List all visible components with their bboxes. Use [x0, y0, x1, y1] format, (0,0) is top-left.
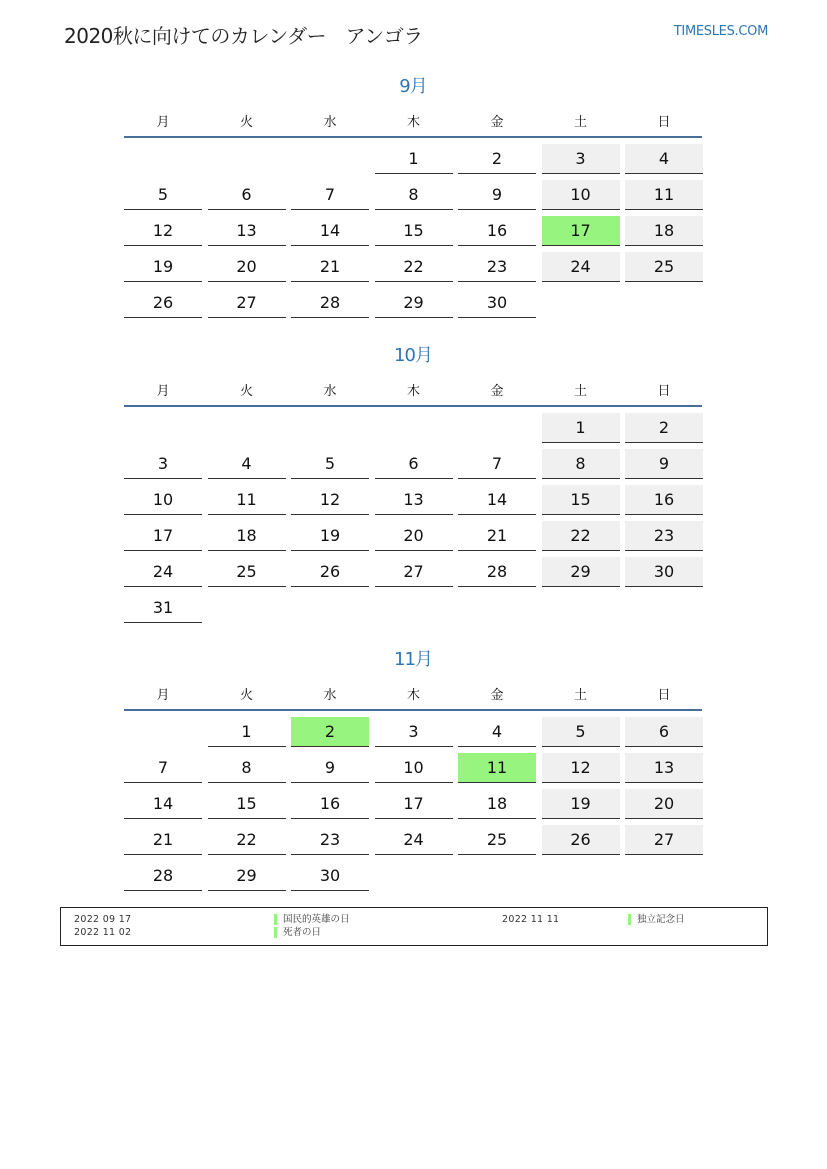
- day-cell: 11: [625, 180, 703, 210]
- weekday-header: 土: [573, 688, 587, 703]
- weekday-header: 水: [323, 115, 337, 130]
- day-cell: 24: [124, 557, 202, 587]
- day-cell: 1: [208, 717, 286, 747]
- weekday-header: 金: [490, 688, 504, 703]
- legend-holiday-name: 国民的英雄の日: [274, 914, 350, 925]
- holiday-day-cell: 2: [291, 717, 369, 747]
- weekday-header: 火: [239, 384, 253, 399]
- weekday-header: 土: [573, 115, 587, 130]
- legend-date: 2022 09 17: [74, 914, 132, 925]
- day-cell: 25: [208, 557, 286, 587]
- day-cell: 3: [124, 449, 202, 479]
- day-cell: 5: [291, 449, 369, 479]
- day-cell: 19: [291, 521, 369, 551]
- header-rule: [124, 136, 702, 138]
- day-cell: 8: [375, 180, 453, 210]
- weekday-header: 日: [657, 688, 671, 703]
- day-cell: 26: [124, 288, 202, 318]
- day-cell: 6: [375, 449, 453, 479]
- day-cell: 4: [458, 717, 536, 747]
- day-cell: 7: [458, 449, 536, 479]
- day-cell: 6: [208, 180, 286, 210]
- day-cell: 14: [124, 789, 202, 819]
- day-cell: 26: [542, 825, 620, 855]
- day-cell: 18: [208, 521, 286, 551]
- day-cell: 9: [291, 753, 369, 783]
- day-cell: 3: [542, 144, 620, 174]
- day-cell: 22: [542, 521, 620, 551]
- day-cell: 3: [375, 717, 453, 747]
- day-cell: 9: [458, 180, 536, 210]
- weekday-header: 水: [323, 688, 337, 703]
- day-cell: 2: [625, 413, 703, 443]
- holiday-legend: [60, 907, 768, 946]
- day-cell: 13: [625, 753, 703, 783]
- weekday-header: 月: [156, 384, 170, 399]
- day-cell: 5: [124, 180, 202, 210]
- day-cell: 15: [208, 789, 286, 819]
- day-cell: 30: [625, 557, 703, 587]
- day-cell: 10: [542, 180, 620, 210]
- header-rule: [124, 405, 702, 407]
- legend-date: 2022 11 11: [502, 914, 560, 925]
- weekday-header: 日: [657, 115, 671, 130]
- day-cell: 27: [625, 825, 703, 855]
- day-cell: 22: [375, 252, 453, 282]
- day-cell: 28: [458, 557, 536, 587]
- day-cell: 29: [375, 288, 453, 318]
- day-cell: 14: [291, 216, 369, 246]
- day-cell: 6: [625, 717, 703, 747]
- day-cell: 20: [208, 252, 286, 282]
- day-cell: 23: [291, 825, 369, 855]
- holiday-day-cell: 11: [458, 753, 536, 783]
- day-cell: 12: [542, 753, 620, 783]
- month-title: 10月: [394, 345, 432, 366]
- day-cell: 1: [375, 144, 453, 174]
- day-cell: 30: [458, 288, 536, 318]
- header-rule: [124, 709, 702, 711]
- day-cell: 19: [124, 252, 202, 282]
- day-cell: 24: [375, 825, 453, 855]
- weekday-header: 木: [406, 115, 420, 130]
- day-cell: 7: [124, 753, 202, 783]
- day-cell: 27: [208, 288, 286, 318]
- day-cell: 8: [542, 449, 620, 479]
- page-title: 2020秋に向けてのカレンダー アンゴラ: [64, 24, 423, 48]
- month-title: 9月: [399, 76, 427, 97]
- day-cell: 25: [625, 252, 703, 282]
- day-cell: 28: [124, 861, 202, 891]
- day-cell: 1: [542, 413, 620, 443]
- weekday-header: 金: [490, 115, 504, 130]
- weekday-header: 土: [573, 384, 587, 399]
- site-name[interactable]: TIMESLES.COM: [673, 24, 768, 39]
- day-cell: 13: [375, 485, 453, 515]
- day-cell: 10: [375, 753, 453, 783]
- day-cell: 2: [458, 144, 536, 174]
- day-cell: 4: [208, 449, 286, 479]
- day-cell: 12: [291, 485, 369, 515]
- holiday-day-cell: 17: [542, 216, 620, 246]
- day-cell: 16: [625, 485, 703, 515]
- weekday-header: 月: [156, 688, 170, 703]
- day-cell: 23: [458, 252, 536, 282]
- day-cell: 5: [542, 717, 620, 747]
- day-cell: 25: [458, 825, 536, 855]
- weekday-header: 日: [657, 384, 671, 399]
- day-cell: 30: [291, 861, 369, 891]
- day-cell: 8: [208, 753, 286, 783]
- weekday-header: 水: [323, 384, 337, 399]
- day-cell: 21: [458, 521, 536, 551]
- day-cell: 20: [375, 521, 453, 551]
- weekday-header: 木: [406, 688, 420, 703]
- day-cell: 9: [625, 449, 703, 479]
- day-cell: 13: [208, 216, 286, 246]
- legend-date: 2022 11 02: [74, 927, 132, 938]
- day-cell: 28: [291, 288, 369, 318]
- day-cell: 29: [208, 861, 286, 891]
- legend-holiday-name: 独立記念日: [628, 914, 685, 925]
- day-cell: 16: [458, 216, 536, 246]
- day-cell: 27: [375, 557, 453, 587]
- month-title: 11月: [394, 649, 432, 670]
- day-cell: 17: [375, 789, 453, 819]
- day-cell: 18: [458, 789, 536, 819]
- day-cell: 11: [208, 485, 286, 515]
- day-cell: 4: [625, 144, 703, 174]
- day-cell: 31: [124, 593, 202, 623]
- day-cell: 18: [625, 216, 703, 246]
- day-cell: 19: [542, 789, 620, 819]
- day-cell: 24: [542, 252, 620, 282]
- day-cell: 15: [542, 485, 620, 515]
- day-cell: 26: [291, 557, 369, 587]
- day-cell: 22: [208, 825, 286, 855]
- weekday-header: 木: [406, 384, 420, 399]
- day-cell: 29: [542, 557, 620, 587]
- day-cell: 20: [625, 789, 703, 819]
- day-cell: 7: [291, 180, 369, 210]
- day-cell: 23: [625, 521, 703, 551]
- day-cell: 15: [375, 216, 453, 246]
- day-cell: 17: [124, 521, 202, 551]
- day-cell: 14: [458, 485, 536, 515]
- day-cell: 21: [124, 825, 202, 855]
- weekday-header: 火: [239, 688, 253, 703]
- weekday-header: 火: [239, 115, 253, 130]
- legend-holiday-name: 死者の日: [274, 927, 321, 938]
- day-cell: 12: [124, 216, 202, 246]
- weekday-header: 月: [156, 115, 170, 130]
- day-cell: 10: [124, 485, 202, 515]
- day-cell: 21: [291, 252, 369, 282]
- weekday-header: 金: [490, 384, 504, 399]
- day-cell: 16: [291, 789, 369, 819]
